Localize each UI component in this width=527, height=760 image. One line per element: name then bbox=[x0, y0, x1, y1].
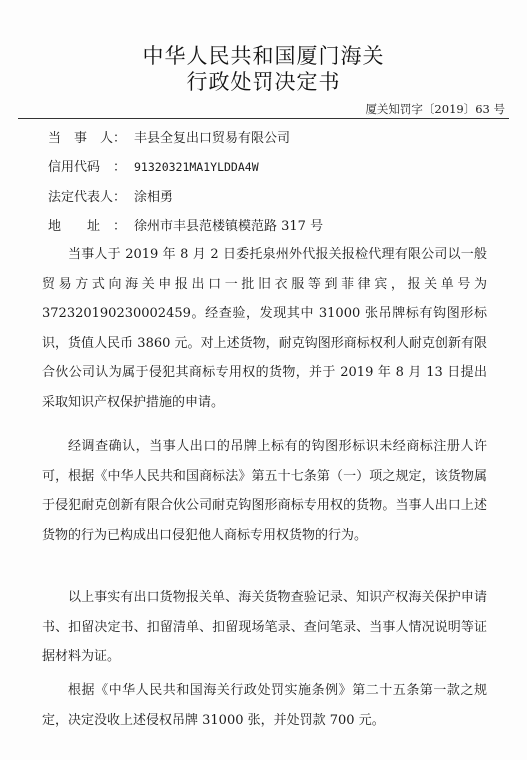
legal-rep-row bbox=[48, 186, 173, 205]
document-title-type: 行政处罚决定书 bbox=[186, 70, 341, 94]
address-row bbox=[48, 215, 323, 234]
paragraph-facts: 当事人于 2019 年 8 月 2 日委托泉州外代报关报检代理有限公司以一般贸易方式向海关申报出口一批旧衣服等到菲律宾，报关单号为 372320190230002459。经查验，发现其中 31000 张吊牌标有钩图形标识，货值人民币 3860 元。对上述货物，耐克钩图形商标权利人耐克创新有限合伙公司认为属于侵犯其商标专用权的货物，并于 2019 年 8 月 13 日提出采取知识产权保护措施的申请。 bbox=[42, 247, 487, 410]
document-title-issuer: 中华人民共和国厦门海关 bbox=[142, 44, 385, 68]
party-name-label: 当 事 人： bbox=[48, 131, 127, 146]
legal-rep-value: 涂相勇 bbox=[134, 190, 174, 205]
credit-code-value: 91320321MA1YLDDA4W bbox=[134, 160, 259, 174]
paragraph-decision: 根据《中华人民共和国海关行政处罚实施条例》第二十五条第一款之规定，决定没收上述侵权吊牌 31000 张，并处罚款 700 元。 bbox=[42, 683, 487, 728]
credit-code-label: 信用代码 ： bbox=[48, 160, 127, 175]
address-label: 地 址 ： bbox=[48, 219, 127, 234]
paragraph-evidence: 以上事实有出口货物报关单、海关货物查验记录、知识产权海关保护申请书、扣留决定书、扣留清单、扣留现场笔录、查问笔录、当事人情况说明等证据材料为证。 bbox=[42, 590, 487, 664]
document-number: 厦关知罚字〔2019〕63 号 bbox=[365, 102, 505, 116]
party-name-row bbox=[48, 127, 290, 146]
legal-rep-label: 法定代表人： bbox=[48, 190, 127, 205]
address-value: 徐州市丰县范楼镇模范路 317 号 bbox=[134, 219, 324, 234]
paragraph-findings: 经调查确认，当事人出口的吊牌上标有的钩图形标识未经商标注册人许可，根据《中华人民共和国商标法》第五十七条第（一）项之规定，该货物属于侵犯耐克创新有限合伙公司耐克钩图形商标专用权的货物。当事人出口上述货物的行为已构成出口侵犯他人商标专用权货物的行为。 bbox=[42, 439, 487, 543]
credit-code-row bbox=[48, 156, 259, 175]
header-divider bbox=[18, 118, 509, 119]
party-name-value: 丰县全复出口贸易有限公司 bbox=[134, 131, 291, 146]
